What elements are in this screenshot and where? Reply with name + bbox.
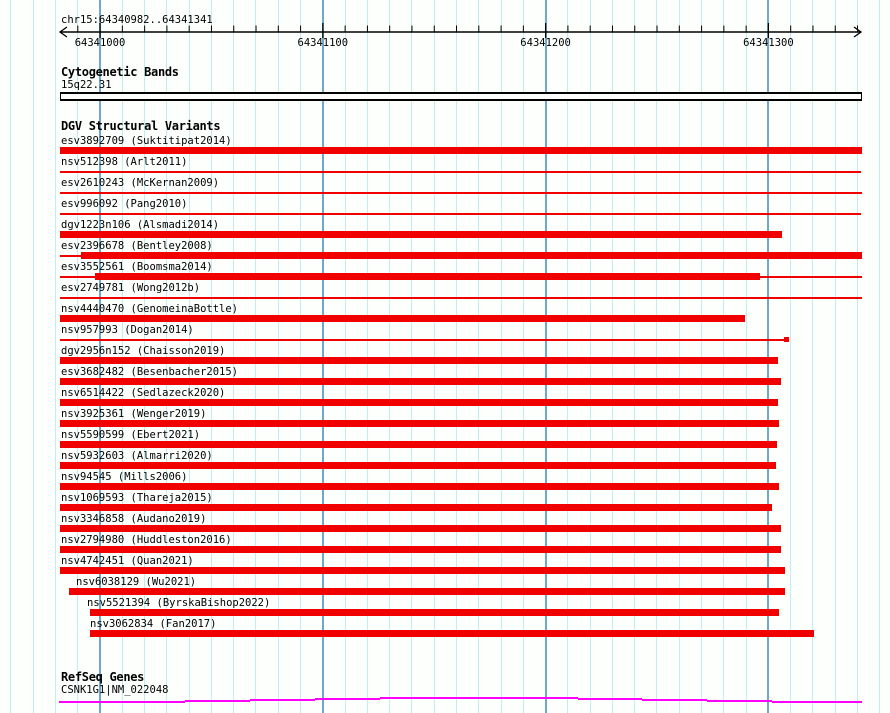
variant-bar[interactable] bbox=[760, 276, 862, 278]
gene-line-segment[interactable] bbox=[250, 699, 315, 701]
gene-name-label[interactable]: CSNK1G1|NM_022048 bbox=[61, 684, 169, 696]
variant-bar[interactable] bbox=[60, 546, 781, 553]
variant-bar[interactable] bbox=[60, 171, 861, 173]
variant-label[interactable]: esv3552561 (Boomsma2014) bbox=[61, 261, 213, 273]
variant-label[interactable]: nsv2794980 (Huddleston2016) bbox=[61, 534, 232, 546]
grid-minor-line bbox=[812, 0, 813, 713]
variant-bar[interactable] bbox=[81, 252, 862, 259]
gene-line-segment[interactable] bbox=[772, 701, 832, 703]
variant-label[interactable]: esv2396678 (Bentley2008) bbox=[61, 240, 213, 252]
variant-bar[interactable] bbox=[69, 588, 785, 595]
grid-minor-line bbox=[10, 0, 11, 713]
ruler-coordinate-label: 64341200 bbox=[520, 37, 571, 49]
variant-label[interactable]: nsv4742451 (Quan2021) bbox=[61, 555, 194, 567]
variant-bar[interactable] bbox=[60, 147, 862, 154]
grid-minor-line bbox=[835, 0, 836, 713]
variant-label[interactable]: dgv2956n152 (Chaisson2019) bbox=[61, 345, 226, 357]
grid-minor-line bbox=[857, 0, 858, 713]
variant-bar[interactable] bbox=[90, 630, 814, 637]
cytoband-glyph[interactable] bbox=[60, 92, 862, 101]
variant-bar[interactable] bbox=[60, 357, 778, 364]
variant-label[interactable]: esv3682482 (Besenbacher2015) bbox=[61, 366, 239, 378]
ruler-coordinate-label: 64341100 bbox=[297, 37, 349, 49]
cytoband-track-title: Cytogenetic Bands bbox=[61, 65, 179, 79]
variant-label[interactable]: esv996092 (Pang2010) bbox=[61, 198, 188, 210]
variant-label[interactable]: nsv6514422 (Sedlazeck2020) bbox=[61, 387, 226, 399]
variant-label[interactable]: nsv3346858 (Audano2019) bbox=[61, 513, 207, 525]
variant-bar[interactable] bbox=[60, 567, 785, 574]
variant-bar[interactable] bbox=[95, 273, 760, 280]
ruler-coordinate-label: 64341000 bbox=[74, 37, 126, 49]
variant-label[interactable]: nsv6038129 (Wu2021) bbox=[76, 576, 197, 588]
gene-line-segment[interactable] bbox=[315, 698, 380, 700]
grid-minor-line bbox=[879, 0, 880, 713]
variant-label[interactable]: nsv957993 (Dogan2014) bbox=[61, 324, 194, 336]
variant-bar[interactable] bbox=[60, 483, 779, 490]
variant-label[interactable]: nsv3925361 (Wenger2019) bbox=[61, 408, 207, 420]
variant-label[interactable]: nsv94545 (Mills2006) bbox=[61, 471, 188, 483]
variant-label[interactable]: nsv5932603 (Almarri2020) bbox=[61, 450, 213, 462]
gene-line-segment[interactable] bbox=[185, 700, 250, 702]
gene-line-segment[interactable] bbox=[642, 699, 707, 701]
variant-label[interactable]: esv3892709 (Suktitipat2014) bbox=[61, 135, 232, 147]
gene-line-segment[interactable] bbox=[707, 700, 772, 702]
variant-label[interactable]: nsv3062834 (Fan2017) bbox=[90, 618, 217, 630]
gene-line-segment[interactable] bbox=[440, 697, 512, 699]
variant-label[interactable]: nsv1069593 (Thareja2015) bbox=[61, 492, 213, 504]
variant-bar[interactable] bbox=[60, 231, 782, 238]
cytoband-name-label[interactable]: 15q22.31 bbox=[61, 79, 112, 91]
dgv-track-title: DGV Structural Variants bbox=[61, 119, 221, 133]
gene-line-segment[interactable] bbox=[578, 698, 642, 700]
variant-bar[interactable] bbox=[60, 441, 777, 448]
variant-bar[interactable] bbox=[60, 213, 861, 215]
variant-label[interactable]: esv2749781 (Wong2012b) bbox=[61, 282, 201, 294]
variant-bar[interactable] bbox=[60, 192, 862, 194]
grid-minor-line bbox=[33, 0, 34, 713]
gene-line-segment[interactable] bbox=[120, 701, 185, 703]
variant-bar[interactable] bbox=[60, 399, 778, 406]
gene-line-segment[interactable] bbox=[832, 701, 862, 703]
variant-bar[interactable] bbox=[90, 609, 779, 616]
grid-minor-line bbox=[55, 0, 56, 713]
ruler-coordinate-label: 64341300 bbox=[743, 37, 794, 49]
variant-bar[interactable] bbox=[60, 378, 781, 385]
variant-label[interactable]: nsv4440470 (GenomeinaBottle) bbox=[61, 303, 239, 315]
variant-bar[interactable] bbox=[60, 315, 745, 322]
region-coordinates-label: chr15:64340982..64341341 bbox=[61, 14, 213, 26]
variant-label[interactable]: nsv5521394 (ByrskaBishop2022) bbox=[87, 597, 271, 609]
variant-bar[interactable] bbox=[60, 420, 779, 427]
variant-bar[interactable] bbox=[60, 297, 862, 299]
variant-label[interactable]: dgv1223n106 (Alsmadi2014) bbox=[61, 219, 220, 231]
variant-label[interactable]: nsv512398 (Arlt2011) bbox=[61, 156, 188, 168]
variant-bar[interactable] bbox=[60, 276, 95, 278]
variant-label[interactable]: nsv5590599 (Ebert2021) bbox=[61, 429, 201, 441]
variant-bar[interactable] bbox=[60, 462, 776, 469]
variant-bar[interactable] bbox=[784, 337, 789, 342]
gene-line-segment[interactable] bbox=[59, 701, 120, 703]
variant-bar[interactable] bbox=[60, 525, 781, 532]
variant-bar[interactable] bbox=[60, 339, 784, 341]
grid-minor-line bbox=[790, 0, 791, 713]
variant-bar[interactable] bbox=[60, 504, 772, 511]
refseq-track-title: RefSeq Genes bbox=[61, 670, 145, 684]
variant-bar[interactable] bbox=[60, 255, 81, 257]
gene-line-segment[interactable] bbox=[380, 697, 440, 699]
gene-line-segment[interactable] bbox=[512, 697, 578, 699]
variant-label[interactable]: esv2610243 (McKernan2009) bbox=[61, 177, 220, 189]
